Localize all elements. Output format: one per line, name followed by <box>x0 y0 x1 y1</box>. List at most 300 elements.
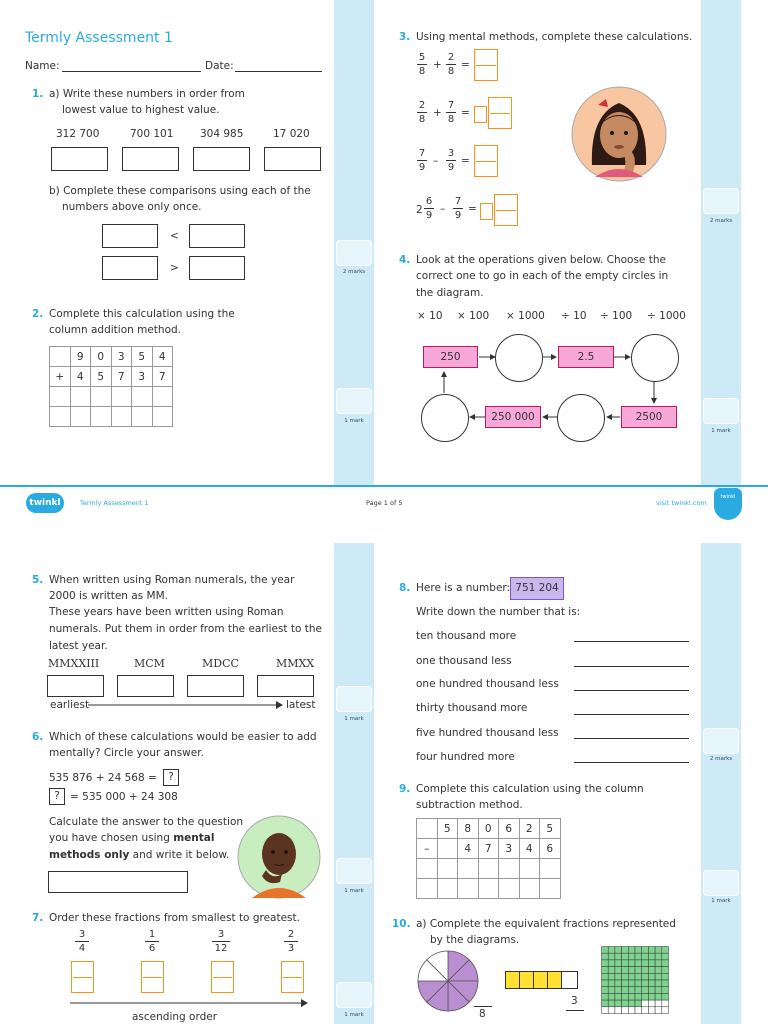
grid-cell: 3 <box>132 367 153 387</box>
hundred-grid-cell <box>622 947 629 954</box>
q9-number: 9. <box>399 783 411 795</box>
hundred-grid-cell <box>615 960 622 967</box>
marks-box-q6[interactable] <box>336 858 372 884</box>
answer-cell[interactable] <box>91 407 112 427</box>
latest-label: latest <box>286 699 316 711</box>
quality-badge-text: twinkl <box>720 494 736 500</box>
marks-label-q6: 1 mark <box>344 888 364 894</box>
q7-answer-frame[interactable] <box>141 961 164 993</box>
answer-cell[interactable] <box>540 859 561 879</box>
q9-text-2: subtraction method. <box>416 799 523 811</box>
hundred-grid-cell <box>635 953 642 960</box>
marks-label-q8: 2 marks <box>709 756 733 762</box>
answer-cell[interactable] <box>499 859 520 879</box>
marks-box-q3[interactable] <box>703 188 739 214</box>
hundred-grid-cell <box>628 973 635 980</box>
q6-text-4-line <box>49 832 214 844</box>
q5-answer-box-4[interactable] <box>257 675 314 697</box>
hundred-grid-cell <box>622 993 629 1000</box>
mark-strip-page2-left <box>334 543 374 1024</box>
diagram-circle-4[interactable] <box>421 394 469 442</box>
marks-box-q5[interactable] <box>336 686 372 712</box>
hundred-grid-cell <box>615 953 622 960</box>
twinkl-logo <box>26 493 64 513</box>
hundred-grid-cell <box>628 1007 635 1014</box>
answer-cell[interactable] <box>50 407 71 427</box>
grid-cell: 7 <box>478 839 499 859</box>
name-field[interactable] <box>62 71 201 72</box>
hundred-grid-cell <box>615 947 622 954</box>
grid-cell: – <box>417 839 438 859</box>
hundred-grid-cell <box>662 980 669 987</box>
hundred-grid-cell <box>602 1007 609 1014</box>
grid-cell: 4 <box>152 347 173 367</box>
q8-text: Here is a number: <box>416 582 511 594</box>
operator: + <box>433 59 442 71</box>
hundred-grid-cell <box>662 1007 669 1014</box>
q8-answer-line[interactable] <box>574 714 689 715</box>
page-title: Termly Assessment 1 <box>25 30 173 46</box>
hundred-grid-cell <box>635 980 642 987</box>
q7-answer-frame[interactable] <box>281 961 304 993</box>
footer-url[interactable]: visit twinkl.com <box>656 499 707 507</box>
q7-text: Order these fractions from smallest to greatest. <box>49 912 300 924</box>
marks-box-q4[interactable] <box>703 398 739 424</box>
q6-unknown-box-2 <box>49 788 65 805</box>
q8-answer-line[interactable] <box>574 641 689 642</box>
hundred-grid-cell <box>642 993 649 1000</box>
q3-text: Using mental methods, complete these calculations. <box>416 31 693 43</box>
fraction: 3 9 <box>447 148 455 173</box>
grid-cell: 2 <box>519 819 540 839</box>
hundred-grid-cell <box>628 967 635 974</box>
answer-cell[interactable] <box>478 859 499 879</box>
q7-fraction: 3 12 <box>212 929 230 954</box>
hundred-grid-cell <box>635 993 642 1000</box>
answer-fraction-frame[interactable] <box>474 145 498 177</box>
diagram-box-250: 250 <box>423 346 478 368</box>
hundred-grid-cell <box>648 973 655 980</box>
q5-text-3: These years have been written using Roman <box>49 606 284 618</box>
grid-cell: 7 <box>111 367 132 387</box>
hundred-grid-cell <box>635 967 642 974</box>
grid-cell: 5 <box>540 819 561 839</box>
q4-number: 4. <box>399 254 411 266</box>
hundred-grid-cell <box>622 967 629 974</box>
q1-number-3: 304 985 <box>200 128 244 140</box>
grid-cell: 3 <box>499 839 520 859</box>
q10-frac2-bar <box>566 1010 584 1011</box>
answer-cell[interactable] <box>499 879 520 899</box>
operation-option: ÷ 100 <box>600 310 633 322</box>
q1b-text-1: b) Complete these comparisons using each of the <box>49 185 311 197</box>
answer-fraction-frame[interactable] <box>494 194 518 226</box>
marks-box-q1[interactable] <box>336 240 372 266</box>
roman-numeral: MMXXIII <box>48 657 100 670</box>
operator: – <box>440 203 446 215</box>
hundred-grid-cell <box>602 973 609 980</box>
answer-cell[interactable] <box>152 407 173 427</box>
hundred-grid-cell <box>628 980 635 987</box>
q1-number-2: 700 101 <box>130 128 174 140</box>
hundred-grid-cell <box>648 960 655 967</box>
q6-bold-1: mental <box>173 832 215 844</box>
q6-text-3: Calculate the answer to the question <box>49 816 244 828</box>
answer-cell[interactable] <box>458 859 479 879</box>
q8-prompt: Write down the number that is: <box>416 606 581 618</box>
diagram-box-2-5: 2.5 <box>558 346 614 368</box>
q5-number: 5. <box>32 574 44 586</box>
grid-cell: 4 <box>70 367 91 387</box>
hundred-grid-cell <box>615 1007 622 1014</box>
hundred-grid-cell <box>615 987 622 994</box>
ascending-order-label: ascending order <box>132 1011 218 1023</box>
whole-number-box[interactable] <box>480 203 493 220</box>
hundred-grid-cell <box>648 947 655 954</box>
quality-badge-icon <box>714 488 742 520</box>
q6-answer-box[interactable] <box>48 871 188 893</box>
hundred-grid-cell <box>642 1000 649 1007</box>
q8-number: 8. <box>399 582 411 594</box>
q8-answer-line[interactable] <box>574 738 689 739</box>
hundred-grid-cell <box>602 993 609 1000</box>
diagram-circle-2[interactable] <box>631 334 679 382</box>
hundred-grid-cell <box>662 953 669 960</box>
hundred-grid-cell <box>642 1007 649 1014</box>
q1b-box-2[interactable] <box>189 224 245 248</box>
footer-rule <box>0 485 768 487</box>
grid-cell[interactable] <box>437 839 458 859</box>
q4-text-1: Look at the operations given below. Choose the <box>416 254 666 266</box>
hundred-grid-cell <box>608 960 615 967</box>
grid-cell[interactable] <box>417 819 438 839</box>
hundred-grid-cell <box>635 1000 642 1007</box>
twinkl-logo-text: twinkl <box>29 498 61 508</box>
hundred-grid-cell <box>622 973 629 980</box>
q7-fraction: 1 6 <box>145 929 159 954</box>
answer-cell[interactable] <box>50 387 71 407</box>
q7-number: 7. <box>32 912 44 924</box>
grid-cell: 6 <box>540 839 561 859</box>
diagram-box-250000: 250 000 <box>485 406 541 428</box>
hundred-grid-cell <box>622 953 629 960</box>
answer-cell[interactable] <box>91 387 112 407</box>
q8-item-label: ten thousand more <box>416 630 517 642</box>
fraction: 2 8 <box>447 52 455 77</box>
q3-number: 3. <box>399 31 411 43</box>
answer-cell[interactable] <box>111 387 132 407</box>
q10-number: 10. <box>392 918 411 930</box>
hundred-grid-cell <box>642 967 649 974</box>
marks-label-q4: 1 mark <box>711 428 731 434</box>
hundred-grid-cell <box>642 947 649 954</box>
hundred-grid-cell <box>648 953 655 960</box>
answer-cell[interactable] <box>478 879 499 899</box>
q6-unknown-mark: ? <box>54 790 60 802</box>
hundred-grid-cell <box>648 1007 655 1014</box>
hundred-grid-cell <box>615 1000 622 1007</box>
equals: = <box>468 203 477 215</box>
q1-answer-box-4[interactable] <box>264 147 321 171</box>
hundred-grid-cell <box>615 980 622 987</box>
q1b-box-3[interactable] <box>102 256 158 280</box>
hundred-grid-cell <box>642 953 649 960</box>
q8-answer-line[interactable] <box>574 762 689 763</box>
marks-box-q8[interactable] <box>703 728 739 754</box>
hundred-grid-cell <box>648 980 655 987</box>
q7-fraction: 2 3 <box>284 929 298 954</box>
marks-box-q2[interactable] <box>336 388 372 414</box>
hundred-grid-cell <box>642 980 649 987</box>
grid-cell: 0 <box>478 819 499 839</box>
q5-text-2: 2000 is written as MM. <box>49 590 168 602</box>
grid-cell: 8 <box>458 819 479 839</box>
q6-number: 6. <box>32 731 44 743</box>
diagram-circle-1[interactable] <box>495 334 543 382</box>
hundred-grid-cell <box>622 1000 629 1007</box>
hundred-grid-cell <box>635 947 642 954</box>
q1b-box-4[interactable] <box>189 256 245 280</box>
hundred-grid-cell <box>635 1007 642 1014</box>
grid-cell: 9 <box>70 347 91 367</box>
answer-cell[interactable] <box>132 407 153 427</box>
hundred-grid-cell <box>628 987 635 994</box>
hundred-grid-cell <box>655 1007 662 1014</box>
q7-answer-frame[interactable] <box>71 961 94 993</box>
q10-bar-diagram <box>505 971 578 989</box>
answer-cell[interactable] <box>540 879 561 899</box>
hundred-grid-cell <box>628 953 635 960</box>
hundred-grid-cell <box>655 993 662 1000</box>
q1-answer-box-3[interactable] <box>193 147 250 171</box>
q10-frac1-bar <box>474 1006 492 1007</box>
fraction: 7 9 <box>454 196 462 221</box>
hundred-grid-cell <box>622 987 629 994</box>
grid-cell: 5 <box>132 347 153 367</box>
q10-text-2: by the diagrams. <box>430 934 520 946</box>
q6-text-2: mentally? Circle your answer. <box>49 747 204 759</box>
hundred-grid-cell <box>608 1007 615 1014</box>
q7-answer-frame[interactable] <box>211 961 234 993</box>
marks-label-q1: 2 marks <box>342 269 366 275</box>
grid-cell: 5 <box>91 367 112 387</box>
fraction: 6 9 <box>425 196 433 221</box>
whole-number: 2 <box>416 204 423 216</box>
greater-than-sign: > <box>170 262 179 274</box>
hundred-grid-cell <box>628 947 635 954</box>
hundred-grid-cell <box>608 980 615 987</box>
q1-number: 1. <box>32 88 44 100</box>
hundred-grid-cell <box>602 1000 609 1007</box>
operator: – <box>433 155 439 167</box>
answer-cell[interactable] <box>519 879 540 899</box>
hundred-grid-cell <box>642 973 649 980</box>
roman-numeral: MMXX <box>276 657 315 670</box>
hundred-grid-cell <box>622 960 629 967</box>
q6-text-5: and write it below. <box>132 849 230 861</box>
hundred-grid-cell <box>655 953 662 960</box>
q10-text-1: a) Complete the equivalent fractions represented <box>416 918 676 930</box>
hundred-grid-cell <box>608 993 615 1000</box>
q2-text-2: column addition method. <box>49 324 182 336</box>
q4-text-3: the diagram. <box>416 287 484 299</box>
answer-cell[interactable] <box>519 859 540 879</box>
marks-label-q9: 1 mark <box>711 898 731 904</box>
hundred-grid-cell <box>648 967 655 974</box>
q9-text-1: Complete this calculation using the column <box>416 783 644 795</box>
hundred-grid-cell <box>615 993 622 1000</box>
q5-order-arrow <box>88 700 283 710</box>
q10-hundred-grid <box>601 946 669 1016</box>
q8-answer-line[interactable] <box>574 690 689 691</box>
whole-number-box[interactable] <box>474 106 487 123</box>
answer-fraction-frame[interactable] <box>488 97 512 129</box>
hundred-grid-cell <box>615 967 622 974</box>
q6-text-5-line <box>49 849 229 861</box>
q10-pie-diagram <box>417 950 479 1012</box>
diagram-box-2500: 2500 <box>621 406 677 428</box>
grid-cell: + <box>50 367 71 387</box>
q4-text-2: correct one to go in each of the empty circles in <box>416 270 669 282</box>
roman-numeral: MDCC <box>202 657 239 670</box>
answer-cell[interactable] <box>417 859 438 879</box>
operation-option: × 1000 <box>506 310 545 322</box>
marks-label-q7: 1 mark <box>344 1012 364 1018</box>
q1-text-2: lowest value to highest value. <box>62 104 220 116</box>
hundred-grid-cell <box>662 947 669 954</box>
grid-cell: 4 <box>458 839 479 859</box>
hundred-grid-cell <box>655 987 662 994</box>
hundred-grid-cell <box>648 1000 655 1007</box>
hundred-grid-cell <box>648 993 655 1000</box>
hundred-grid-cell <box>662 967 669 974</box>
footer-page-number: Page 1 of 5 <box>366 499 403 507</box>
q1-answer-box-1[interactable] <box>51 147 108 171</box>
q1-number-1: 312 700 <box>56 128 100 140</box>
answer-cell[interactable] <box>152 387 173 407</box>
hundred-grid-cell <box>635 960 642 967</box>
hundred-grid-cell <box>655 1000 662 1007</box>
grid-cell: 0 <box>91 347 112 367</box>
q1b-text-2: numbers above only once. <box>62 201 202 213</box>
hundred-grid-cell <box>608 973 615 980</box>
operator: + <box>433 107 442 119</box>
q10-frac1-denominator: 8 <box>479 1008 486 1020</box>
hundred-grid-cell <box>655 980 662 987</box>
operation-option: × 100 <box>457 310 490 322</box>
less-than-sign: < <box>170 230 179 242</box>
grid-cell: 6 <box>499 819 520 839</box>
q6-calc-2[interactable]: = 535 000 + 24 308 <box>70 791 178 803</box>
q10-frac2-numerator: 3 <box>571 995 578 1007</box>
hundred-grid-cell <box>602 967 609 974</box>
answer-cell[interactable] <box>111 407 132 427</box>
hundred-grid-cell <box>655 960 662 967</box>
answer-cell[interactable] <box>437 879 458 899</box>
q8-item-label: one thousand less <box>416 655 512 667</box>
answer-cell[interactable] <box>437 859 458 879</box>
q1b-box-1[interactable] <box>102 224 158 248</box>
hundred-grid-cell <box>628 960 635 967</box>
hundred-grid-cell <box>602 960 609 967</box>
date-field[interactable] <box>235 71 322 72</box>
footer-doc-title: Termly Assessment 1 <box>80 499 149 507</box>
hundred-grid-cell <box>608 1000 615 1007</box>
q9-subtraction-grid <box>416 818 561 899</box>
answer-cell[interactable] <box>417 879 438 899</box>
q8-item-label: five hundred thousand less <box>416 727 559 739</box>
q5-answer-box-3[interactable] <box>187 675 244 697</box>
q6-text-1: Which of these calculations would be easier to add <box>49 731 317 743</box>
fraction: 7 8 <box>447 100 455 125</box>
grid-cell[interactable] <box>50 347 71 367</box>
hundred-grid-cell <box>662 973 669 980</box>
operation-option: × 10 <box>417 310 443 322</box>
hundred-grid-cell <box>662 993 669 1000</box>
hundred-grid-cell <box>655 947 662 954</box>
answer-cell[interactable] <box>70 407 91 427</box>
hundred-grid-cell <box>662 960 669 967</box>
q1-answer-box-2[interactable] <box>122 147 179 171</box>
q5-text-5: latest year. <box>49 640 108 652</box>
diagram-circle-3[interactable] <box>557 394 605 442</box>
marks-label-q2: 1 mark <box>344 418 364 424</box>
hundred-grid-cell <box>608 953 615 960</box>
answer-fraction-frame[interactable] <box>474 49 498 81</box>
answer-cell[interactable] <box>132 387 153 407</box>
hundred-grid-cell <box>628 993 635 1000</box>
equals: = <box>461 107 470 119</box>
q6-calc-1[interactable]: 535 876 + 24 568 = <box>49 772 157 784</box>
q8-answer-line[interactable] <box>574 666 689 667</box>
fraction: 7 9 <box>418 148 426 173</box>
answer-cell[interactable] <box>70 387 91 407</box>
roman-numeral: MCM <box>134 657 165 670</box>
marks-label-q3: 2 marks <box>709 218 733 224</box>
q2-number: 2. <box>32 308 44 320</box>
q2-addition-grid <box>49 346 173 427</box>
earliest-label: earliest <box>50 699 90 711</box>
thinking-boy-illustration <box>236 814 322 900</box>
hundred-grid-cell <box>635 987 642 994</box>
hundred-grid-cell <box>602 953 609 960</box>
q6-unknown-mark: ? <box>168 771 174 783</box>
marks-box-q9[interactable] <box>703 870 739 896</box>
fraction: 2 8 <box>418 100 426 125</box>
equals: = <box>461 155 470 167</box>
hundred-grid-cell <box>655 973 662 980</box>
hundred-grid-cell <box>602 987 609 994</box>
q5-text-1: When written using Roman numerals, the year <box>49 574 295 586</box>
q6-text-4: you have chosen using <box>49 832 170 844</box>
hundred-grid-cell <box>608 947 615 954</box>
hundred-grid-cell <box>642 960 649 967</box>
q7-fraction: 3 4 <box>75 929 89 954</box>
hundred-grid-cell <box>662 987 669 994</box>
hundred-grid-cell <box>615 973 622 980</box>
q6-bold-2: methods only <box>49 849 130 861</box>
grid-cell: 4 <box>519 839 540 859</box>
hundred-grid-cell <box>622 1007 629 1014</box>
marks-box-q7[interactable] <box>336 982 372 1008</box>
q1-number-4: 17 020 <box>273 128 310 140</box>
hundred-grid-cell <box>648 987 655 994</box>
q5-answer-box-2[interactable] <box>117 675 174 697</box>
q5-answer-box-1[interactable] <box>47 675 104 697</box>
answer-cell[interactable] <box>458 879 479 899</box>
hundred-grid-cell <box>628 1000 635 1007</box>
operation-option: ÷ 1000 <box>647 310 686 322</box>
